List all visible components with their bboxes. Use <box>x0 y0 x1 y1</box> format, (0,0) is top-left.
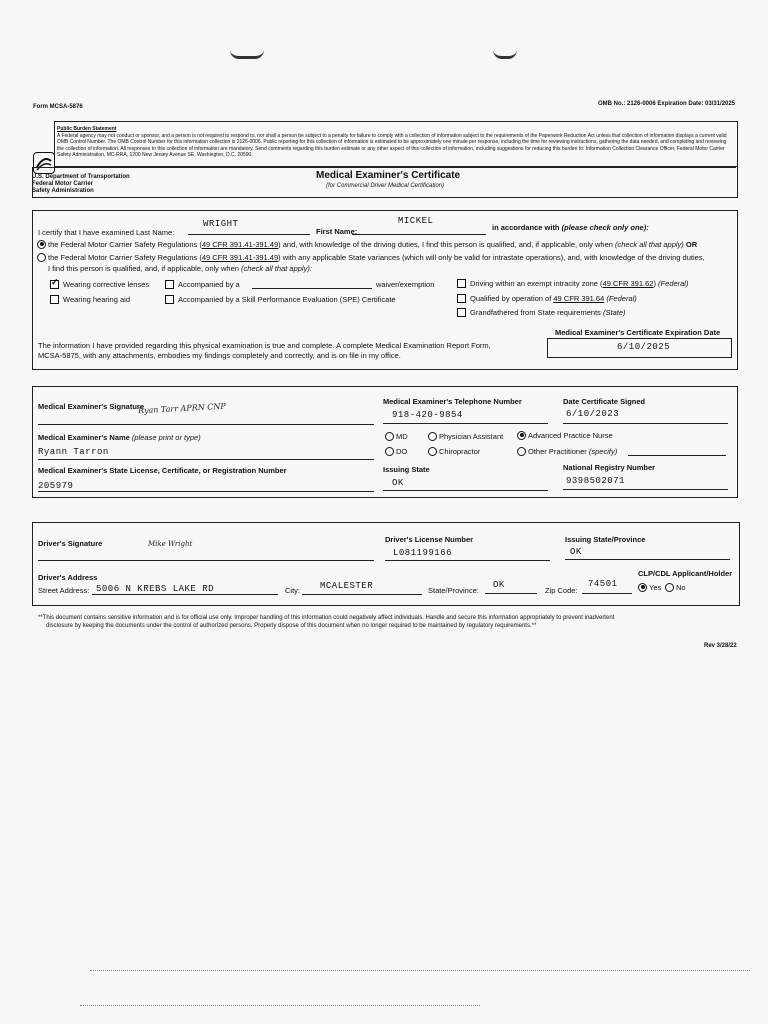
examiner-phone-underline <box>383 423 548 424</box>
hearing-aid-label: Wearing hearing aid <box>63 295 130 304</box>
scan-mark <box>493 50 517 59</box>
registry-underline <box>563 489 728 490</box>
waiver-label-a: Accompanied by a <box>178 280 240 289</box>
driver-lic-state-label: Issuing State/Province <box>565 535 646 544</box>
scan-mark <box>230 50 264 59</box>
opt2-text-a: the Federal Motor Carrier Safety Regulations ( <box>48 253 202 262</box>
md-label: MD <box>396 432 408 441</box>
driver-license-underline <box>385 560 550 561</box>
opt2-text-c: I find this person is qualified, and, if applicable, only when <box>48 264 242 273</box>
examiner-phone-label: Medical Examiner's Telephone Number <box>383 397 522 406</box>
driver-license[interactable]: L081199166 <box>393 548 453 558</box>
registry-label: National Registry Number <box>563 463 656 472</box>
attest-line-2: MCSA-5875, with any attachments, embodies my findings completely and correctly, and is on file in my office. <box>38 351 401 360</box>
revision: Rev 3/28/22 <box>704 643 737 649</box>
operation-cfr-link[interactable]: 49 CFR 391.64 <box>553 294 605 303</box>
operation-label: Qualified by operation of <box>470 294 554 303</box>
other-italic: (specify) <box>588 447 618 456</box>
footer-note-1: **This document contains sensitive information and is for official use only. Improper handling of this information could negatively affect individuals. Handle and secure this information appropriately to prevent inadvertent <box>38 615 615 621</box>
opt1-cfr-link[interactable]: 49 CFR 391.41-391.49 <box>201 240 279 249</box>
cond-hearing-aid[interactable] <box>50 295 130 305</box>
zip-code[interactable]: 74501 <box>588 579 618 589</box>
agency-line-3: Safety Administration <box>32 188 94 194</box>
province-underline <box>485 593 537 594</box>
burden-title: Public Burden Statement <box>57 126 117 132</box>
opt2-italic: (check all that apply): <box>241 264 312 273</box>
option-state-cont <box>48 264 312 273</box>
examiner-name-label-text: Medical Examiner's Name <box>38 433 130 442</box>
opt1-text-b: ) and, with knowledge of the driving duties, I find this person is qualified, and, if applicable, only when <box>278 240 616 249</box>
city-label: City: <box>285 586 300 595</box>
clp-label: CLP/CDL Applicant/Holder <box>638 569 733 578</box>
intracity-checkbox[interactable] <box>457 279 466 288</box>
form-id: Form MCSA-5876 <box>33 104 83 110</box>
clp-yes-label: Yes <box>649 583 662 592</box>
expiration-date[interactable]: 6/10/2025 <box>617 342 671 352</box>
chiro-label: Chiropractor <box>439 447 481 456</box>
attestation <box>38 341 491 361</box>
corrective-lenses-checkbox[interactable] <box>50 280 59 289</box>
city[interactable]: MCALESTER <box>320 581 374 591</box>
agency-line-2: Federal Motor Carrier <box>32 181 94 187</box>
spe-label: Accompanied by a Skill Performance Evaluation (SPE) Certificate <box>178 295 396 304</box>
grandfathered-checkbox[interactable] <box>457 308 466 317</box>
license-underline <box>38 491 374 492</box>
street-label: Street Address: <box>38 586 90 595</box>
last-name-label: I certify that I have examined Last Name: <box>38 228 175 237</box>
province-label: State/Province: <box>428 586 479 595</box>
first-name-underline <box>352 234 486 235</box>
issuing-state-label: Issuing State <box>383 465 430 474</box>
waiver-checkbox[interactable] <box>165 280 174 289</box>
state-variance-radio[interactable] <box>37 253 46 262</box>
attest-line-1: The information I have provided regarding this physical examination is true and complete. A complete Medical Examination Report Form, <box>38 341 491 350</box>
examiner-name-underline <box>38 459 374 460</box>
cond-operation[interactable] <box>457 294 637 304</box>
waiver-label-b: waiver/exemption <box>376 280 435 289</box>
scan-edge <box>90 969 750 971</box>
type-md[interactable] <box>385 432 408 442</box>
opt2-text-b: ) with any applicable State variances (which will only be valid for intrastate operations), and, with knowledge of the driving duties, <box>278 253 705 262</box>
license-number[interactable]: 205979 <box>38 481 74 491</box>
option-federal[interactable] <box>37 240 737 250</box>
driver-lic-state[interactable]: OK <box>570 547 582 557</box>
driver-lic-state-underline <box>565 559 730 560</box>
operation-italic: (Federal) <box>604 294 637 303</box>
examiner-name[interactable]: Ryann Tarron <box>38 447 109 457</box>
federal-radio[interactable] <box>37 240 46 249</box>
confidentiality-note <box>38 615 614 630</box>
md-radio[interactable] <box>385 432 394 441</box>
issuing-state[interactable]: OK <box>392 478 404 488</box>
province[interactable]: OK <box>493 580 505 590</box>
zip-label: Zip Code: <box>545 586 578 595</box>
intracity-cfr-link[interactable]: 49 CFR 391.62 <box>602 279 654 288</box>
first-name-label: First Name: <box>316 227 358 236</box>
other-label: Other Practitioner <box>528 447 589 456</box>
driver-signature[interactable]: Mike Wright <box>148 540 193 548</box>
apn-radio[interactable] <box>517 431 526 440</box>
cond-waiver[interactable] <box>165 280 240 290</box>
registry-number[interactable]: 9398502071 <box>566 476 626 486</box>
driver-address-label: Driver's Address <box>38 573 98 582</box>
opt2-cfr-link[interactable]: 49 CFR 391.41-391.49 <box>201 253 279 262</box>
examiner-name-italic: (please print or type) <box>129 433 201 442</box>
check-one-prefix: in accordance with <box>492 223 562 232</box>
agency-line-1: U.S. Department of Transportation <box>32 174 130 180</box>
operation-checkbox[interactable] <box>457 294 466 303</box>
type-apn[interactable] <box>517 431 613 441</box>
scan-edge <box>80 1004 480 1006</box>
clp-yes-radio[interactable] <box>638 583 647 592</box>
corrective-lenses-label: Wearing corrective lenses <box>63 280 150 289</box>
check-one-note <box>492 223 649 232</box>
intracity-label-b: ) <box>653 279 659 288</box>
type-chiro[interactable] <box>428 447 480 457</box>
examiner-signature[interactable]: Ryan Tarr APRN CNP <box>137 401 226 416</box>
omb-number: OMB No.: 2126-0006 Expiration Date: 03/31/2025 <box>598 101 736 107</box>
opt1-italic: (check all that apply) <box>615 240 684 249</box>
type-other[interactable] <box>517 447 617 457</box>
intracity-label: Driving within an exempt intracity zone ( <box>470 279 603 288</box>
check-one-italic: (please check only one): <box>561 223 649 232</box>
examiner-signature-label: Medical Examiner's Signature <box>38 402 144 411</box>
driver-license-label: Driver's License Number <box>385 535 474 544</box>
examiner-name-label <box>38 433 201 442</box>
cond-corrective-lenses[interactable] <box>50 280 149 290</box>
cond-grandfathered[interactable] <box>457 308 626 318</box>
clp-no[interactable] <box>665 583 686 593</box>
do-label: DO <box>396 447 408 456</box>
other-radio[interactable] <box>517 447 526 456</box>
opt1-or: OR <box>683 240 698 249</box>
opt1-text-a: the Federal Motor Carrier Safety Regulations ( <box>48 240 202 249</box>
last-name-field[interactable]: WRIGHT <box>203 219 239 229</box>
clp-no-label: No <box>676 583 686 592</box>
hearing-aid-checkbox[interactable] <box>50 295 59 304</box>
street-underline <box>92 594 278 595</box>
expiration-label: Medical Examiner's Certificate Expiration Date <box>555 328 721 337</box>
apn-label: Advanced Practice Nurse <box>528 431 613 440</box>
certificate-subtitle: (for Commercial Driver Medical Certification) <box>326 183 445 189</box>
examiner-signature-underline <box>38 424 374 425</box>
pa-radio[interactable] <box>428 432 437 441</box>
do-radio[interactable] <box>385 447 394 456</box>
last-name-underline <box>188 234 310 235</box>
street-address[interactable]: 5006 N KREBS LAKE RD <box>96 584 215 594</box>
grandfathered-italic: (State) <box>602 308 626 317</box>
license-label: Medical Examiner's State License, Certificate, or Registration Number <box>38 466 287 475</box>
other-underline <box>628 455 726 456</box>
date-signed-underline <box>563 423 728 424</box>
examiner-phone[interactable]: 918-420-9854 <box>392 410 463 420</box>
city-underline <box>302 594 422 595</box>
type-do[interactable] <box>385 447 407 457</box>
waiver-underline <box>252 288 372 289</box>
option-state[interactable] <box>37 253 737 263</box>
burden-text: A Federal agency may not conduct or sponsor, and a person is not required to respond to, nor shall a person be subject to a penalty for failure to comply with a collection of information subject to the requirements of the Paperwork Reduction Act unless that collection of information displays a current valid OMB Control Number. The OMB Control Number for this information collection is 2126-0006. Public reporting for this collection of information is estimated to be approximately one minute per response, including the time for reviewing instructions, gathering the data needed, and completing and reviewing the collection of information. All responses to this collection of information are mandatory. Send comments regarding this burden estimate or any other aspect of this collection of information, including suggestions for reducing this burden to: Information Collection Clearance Officer, Federal Motor Carrier Safety Administration, MC-RRA, 1200 New Jersey Avenue SE, Washington, D.C. 20590. <box>57 132 727 158</box>
date-signed-label: Date Certificate Signed <box>563 397 646 406</box>
intracity-italic: (Federal) <box>658 279 689 288</box>
spe-checkbox[interactable] <box>165 295 174 304</box>
grandfathered-label: Grandfathered from State requirements <box>470 308 603 317</box>
issuing-state-underline <box>383 490 548 491</box>
type-pa[interactable] <box>428 432 503 442</box>
cond-spe[interactable] <box>165 295 396 305</box>
clp-yes[interactable] <box>638 583 661 593</box>
pa-label: Physician Assistant <box>439 432 504 441</box>
cond-intracity[interactable] <box>457 279 688 289</box>
driver-signature-underline <box>38 560 374 561</box>
certificate-title: Medical Examiner's Certificate <box>316 170 461 181</box>
date-signed[interactable]: 6/10/2023 <box>566 409 620 419</box>
burden-statement <box>57 126 733 159</box>
first-name-field[interactable]: MICKEL <box>398 216 434 226</box>
chiro-radio[interactable] <box>428 447 437 456</box>
footer-note-2: disclosure by keeping the documents under the control of authorized persons. Properly dispose of this document when no longer required to be maintained by regulatory requirements.** <box>46 622 537 629</box>
clp-no-radio[interactable] <box>665 583 674 592</box>
driver-signature-label: Driver's Signature <box>38 539 103 548</box>
zip-underline <box>582 593 632 594</box>
